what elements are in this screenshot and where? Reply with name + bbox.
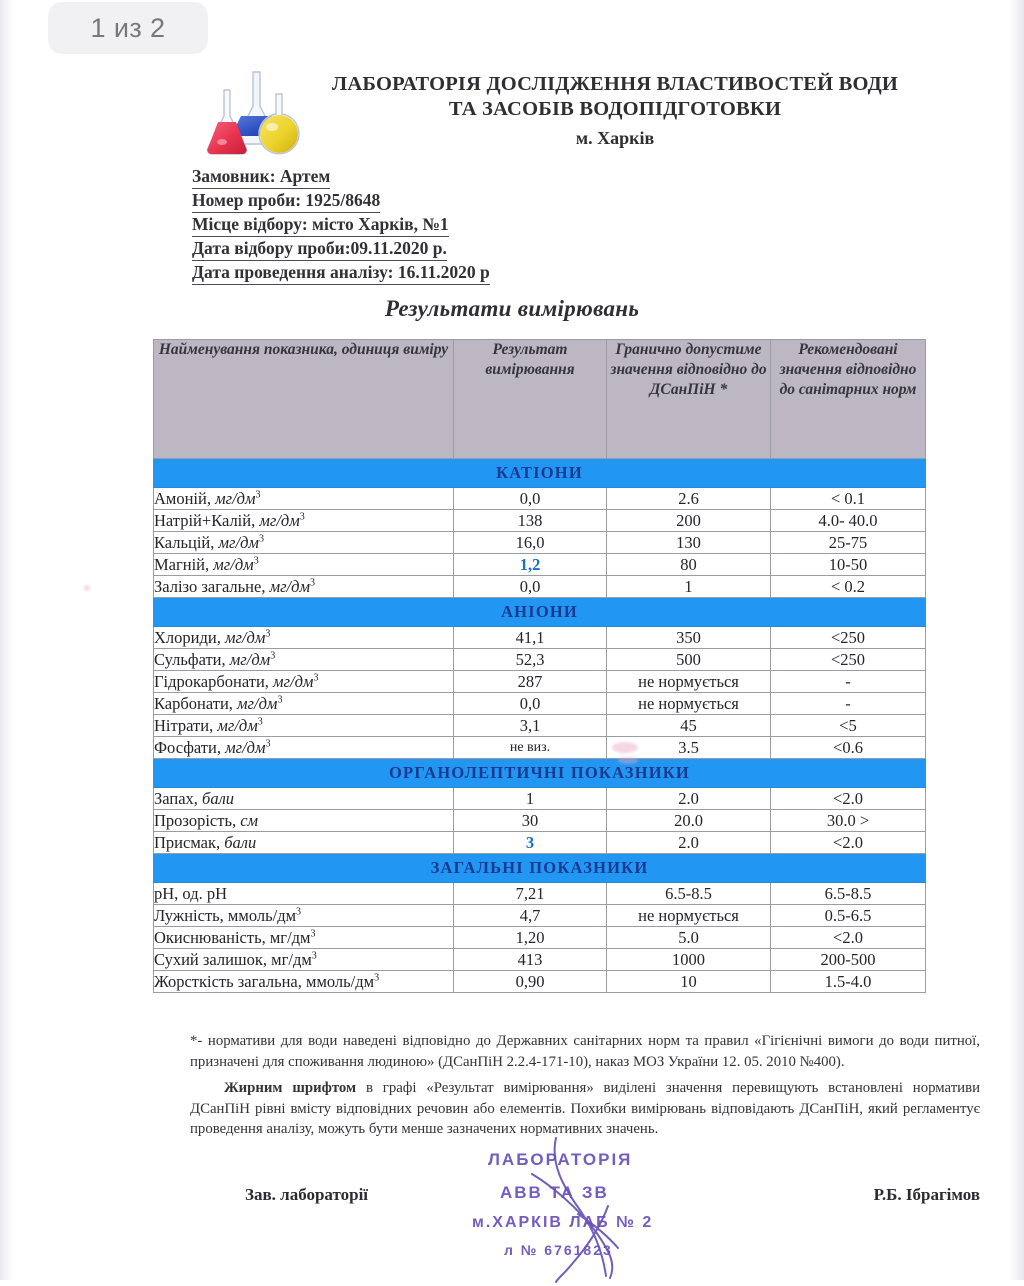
cell-measured-value: 16,0 xyxy=(454,532,607,554)
unit-exponent: 3 xyxy=(265,738,271,749)
stamp-line-2: АВВ ТА ЗВ xyxy=(500,1183,609,1202)
indicator-label: Жорсткість загальна, ммоль/дм xyxy=(154,971,375,991)
section-title: АНІОНИ xyxy=(154,598,926,627)
cell-indicator-name xyxy=(154,737,454,759)
indicator-unit: мг/дм xyxy=(237,693,278,713)
col-header-limit: Гранично допустиме значення відповідно до ДСанПіН * xyxy=(607,340,771,459)
indicator-label: Гідрокарбонати, xyxy=(154,671,269,691)
indicator-unit: мг/дм xyxy=(215,488,256,508)
indicator-label: Натрій+Калій, xyxy=(154,510,256,530)
cell-recommended-value: 10-50 xyxy=(771,554,926,576)
cell-indicator-name xyxy=(154,671,454,693)
results-table xyxy=(153,339,926,993)
indicator-label: Запах, xyxy=(154,788,198,808)
results-table-head xyxy=(154,340,926,459)
stamp-line-1: ЛАБОРАТОРІЯ xyxy=(488,1150,633,1169)
indicator-unit: мг/дм xyxy=(229,649,271,669)
lab-flasks-icon xyxy=(206,64,310,160)
indicator-label: Залізо загальне, xyxy=(154,576,266,596)
indicator-label: Сухий залишок, мг/дм xyxy=(154,949,312,969)
cell-recommended-value: <2.0 xyxy=(771,927,926,949)
cell-limit-value: 45 xyxy=(607,715,771,737)
signature-name: Р.Б. Ібрагімов xyxy=(873,1185,980,1204)
table-row xyxy=(154,715,926,737)
cell-measured-value: 1 xyxy=(454,788,607,810)
cell-measured-value: 30 xyxy=(454,810,607,832)
sample-meta-block xyxy=(192,166,490,286)
indicator-label: Сульфати, xyxy=(154,649,226,669)
cell-limit-value: 6.5-8.5 xyxy=(607,883,771,905)
scan-edge-right xyxy=(1008,0,1024,1280)
cell-recommended-value: 6.5-8.5 xyxy=(771,883,926,905)
cell-limit-value: не нормується xyxy=(607,905,771,927)
indicator-label: Фосфати, xyxy=(154,737,221,757)
cell-indicator-name xyxy=(154,649,454,671)
meta-sample-no: Номер проби: 1925/8648 xyxy=(192,190,380,213)
footnote-bold-label: Жирним шрифтом xyxy=(224,1080,357,1096)
cell-recommended-value: <250 xyxy=(771,649,926,671)
cell-recommended-value: 4.0- 40.0 xyxy=(771,510,926,532)
section-header-row xyxy=(154,598,926,627)
cell-recommended-value: <250 xyxy=(771,627,926,649)
unit-exponent: 3 xyxy=(313,672,319,683)
page-counter-badge: 1 из 2 xyxy=(48,2,208,54)
cell-recommended-value: <0.6 xyxy=(771,737,926,759)
cell-limit-value: 500 xyxy=(607,649,771,671)
cell-indicator-name xyxy=(154,832,454,854)
table-row xyxy=(154,883,926,905)
unit-exponent: 3 xyxy=(310,928,316,939)
unit-exponent: 3 xyxy=(311,950,317,961)
meta-location: Місце відбору: місто Харків, №1 xyxy=(192,214,449,237)
cell-indicator-name xyxy=(154,905,454,927)
indicator-unit: бали xyxy=(224,832,257,852)
document-header xyxy=(0,58,1024,168)
cell-recommended-value: <2.0 xyxy=(771,788,926,810)
indicator-unit: мг/дм xyxy=(259,510,300,530)
unit-exponent: 3 xyxy=(257,716,263,727)
signature-role: Зав. лабораторії xyxy=(245,1185,369,1204)
meta-analysis-date: Дата проведення аналізу: 16.11.2020 р xyxy=(192,262,490,285)
footnote-standards: *- нормативи для води наведені відповідно до Державних санітарних норм та правил «Гігієнічні вимоги до води питної, призначені для споживання людиною» (ДСанПіН 2.2.4-171-10), наказ МОЗ України 12. 05. 2010 №400). xyxy=(190,1033,980,1070)
col-header-result: Результат вимірювання xyxy=(454,340,607,459)
cell-limit-value: 2.0 xyxy=(607,788,771,810)
cell-limit-value: 2.6 xyxy=(607,488,771,510)
cell-measured-value: 287 xyxy=(454,671,607,693)
cell-measured-value: 7,21 xyxy=(454,883,607,905)
indicator-unit: бали xyxy=(202,788,235,808)
cell-recommended-value: 25-75 xyxy=(771,532,926,554)
table-row xyxy=(154,832,926,854)
cell-limit-value: 2.0 xyxy=(607,832,771,854)
table-row xyxy=(154,971,926,993)
cell-indicator-name xyxy=(154,510,454,532)
table-row xyxy=(154,532,926,554)
footnote-bold-rest: в графі «Результат вимірювання» виділені значення перевищують встановлені нормативи ДСанПіН рівні вмісту відповідних речовин або елементів. Похибки вимірювань відповідають ДСанПіН, який регламентує проведення аналізу, можуть бути менше зазначених нормативних значень. xyxy=(190,1080,981,1137)
section-header-row xyxy=(154,759,926,788)
table-row xyxy=(154,510,926,532)
table-row xyxy=(154,810,926,832)
indicator-label: Прозорість, xyxy=(154,810,237,830)
cell-measured-value: 0,0 xyxy=(454,488,607,510)
indicator-unit: мг/дм xyxy=(273,671,314,691)
cell-measured-value: 1,20 xyxy=(454,927,607,949)
cell-indicator-name xyxy=(154,949,454,971)
unit-exponent: 3 xyxy=(296,906,302,917)
scan-edge-left xyxy=(0,0,14,1280)
table-row xyxy=(154,576,926,598)
lab-title xyxy=(320,72,910,151)
cell-limit-value: 5.0 xyxy=(607,927,771,949)
cell-recommended-value: 30.0 > xyxy=(771,810,926,832)
meta-customer: Замовник: Артем xyxy=(192,166,330,189)
indicator-label: pH, од. pH xyxy=(154,883,228,903)
table-row xyxy=(154,554,926,576)
cell-limit-value: 350 xyxy=(607,627,771,649)
unit-exponent: 3 xyxy=(255,489,261,500)
cell-indicator-name xyxy=(154,554,454,576)
indicator-unit: мг/дм xyxy=(224,627,266,647)
indicator-label: Окиснюваність, мг/дм xyxy=(154,927,311,947)
scan-smudge-3 xyxy=(84,585,90,591)
cell-limit-value: 130 xyxy=(607,532,771,554)
unit-exponent: 3 xyxy=(310,577,316,588)
cell-recommended-value: - xyxy=(771,671,926,693)
cell-limit-value: не нормується xyxy=(607,693,771,715)
indicator-unit: см xyxy=(240,810,259,830)
indicator-unit: мг/дм xyxy=(217,715,258,735)
cell-recommended-value: <5 xyxy=(771,715,926,737)
lab-title-line-2: ТА ЗАСОБІВ ВОДОПІДГОТОВКИ xyxy=(448,98,782,120)
cell-recommended-value: 200-500 xyxy=(771,949,926,971)
indicator-label: Нітрати, xyxy=(154,715,214,735)
signature-row xyxy=(190,1185,980,1225)
unit-exponent: 3 xyxy=(258,533,264,544)
table-row xyxy=(154,737,926,759)
cell-indicator-name xyxy=(154,927,454,949)
cell-limit-value: 200 xyxy=(607,510,771,532)
meta-sample-date: Дата відбору проби:09.11.2020 р. xyxy=(192,238,447,261)
lab-title-line-1: ЛАБОРАТОРІЯ ДОСЛІДЖЕННЯ ВЛАСТИВОСТЕЙ ВОДИ xyxy=(331,73,899,95)
indicator-unit: мг/дм xyxy=(218,532,259,552)
cell-measured-value: 52,3 xyxy=(454,649,607,671)
table-row xyxy=(154,927,926,949)
cell-limit-value: 80 xyxy=(607,554,771,576)
table-row xyxy=(154,949,926,971)
cell-limit-value: 20.0 xyxy=(607,810,771,832)
cell-measured-value: 138 xyxy=(454,510,607,532)
cell-measured-value: 1,2 xyxy=(454,554,607,576)
cell-limit-value: 10 xyxy=(607,971,771,993)
unit-exponent: 3 xyxy=(270,650,276,661)
results-heading: Результати вимірювань xyxy=(384,296,640,321)
table-row xyxy=(154,788,926,810)
cell-measured-value: 3 xyxy=(454,832,607,854)
cell-recommended-value: - xyxy=(771,693,926,715)
cell-recommended-value: < 0.2 xyxy=(771,576,926,598)
footnotes xyxy=(190,1031,980,1146)
cell-limit-value: 1 xyxy=(607,576,771,598)
cell-indicator-name xyxy=(154,715,454,737)
section-title: ОРГАНОЛЕПТИЧНІ ПОКАЗНИКИ xyxy=(154,759,926,788)
table-header-row xyxy=(154,340,926,459)
indicator-label: Карбонати, xyxy=(154,693,233,713)
section-header-row xyxy=(154,854,926,883)
unit-exponent: 3 xyxy=(374,972,380,983)
cell-recommended-value: < 0.1 xyxy=(771,488,926,510)
cell-indicator-name xyxy=(154,788,454,810)
cell-measured-value: 41,1 xyxy=(454,627,607,649)
results-table-wrapper xyxy=(153,339,925,993)
indicator-label: Хлориди, xyxy=(154,627,221,647)
indicator-unit: мг/дм xyxy=(213,554,254,574)
indicator-label: Амоній, xyxy=(154,488,211,508)
table-row xyxy=(154,627,926,649)
cell-recommended-value: <2.0 xyxy=(771,832,926,854)
cell-measured-value: 4,7 xyxy=(454,905,607,927)
cell-measured-value: 3,1 xyxy=(454,715,607,737)
stamp-line-3: м.ХАРКІВ ЛАБ № 2 xyxy=(472,1214,654,1231)
cell-indicator-name xyxy=(154,488,454,510)
cell-limit-value: 3.5 xyxy=(607,737,771,759)
cell-indicator-name xyxy=(154,971,454,993)
indicator-unit: мг/дм xyxy=(269,576,311,596)
cell-recommended-value: 0.5-6.5 xyxy=(771,905,926,927)
indicator-unit: мг/дм xyxy=(225,737,266,757)
cell-measured-value: 0,90 xyxy=(454,971,607,993)
table-row xyxy=(154,488,926,510)
table-row xyxy=(154,649,926,671)
cell-measured-value: 413 xyxy=(454,949,607,971)
cell-measured-value: 0,0 xyxy=(454,576,607,598)
unit-exponent: 3 xyxy=(265,628,271,639)
section-title: КАТІОНИ xyxy=(154,459,926,488)
cell-limit-value: 1000 xyxy=(607,949,771,971)
cell-recommended-value: 1.5-4.0 xyxy=(771,971,926,993)
unit-exponent: 3 xyxy=(253,555,259,566)
stamp-line-4: л № 6761823 xyxy=(504,1242,613,1258)
table-row xyxy=(154,671,926,693)
indicator-label: Магній, xyxy=(154,554,210,574)
cell-indicator-name xyxy=(154,532,454,554)
table-row xyxy=(154,905,926,927)
cell-indicator-name xyxy=(154,576,454,598)
unit-exponent: 3 xyxy=(277,694,283,705)
indicator-label: Кальцій, xyxy=(154,532,215,552)
section-header-row xyxy=(154,459,926,488)
results-table-body xyxy=(154,459,926,993)
cell-indicator-name xyxy=(154,693,454,715)
cell-indicator-name xyxy=(154,627,454,649)
footnote-bold-explanation xyxy=(190,1078,980,1140)
lab-city: м. Харків xyxy=(575,128,655,148)
section-title: ЗАГАЛЬНІ ПОКАЗНИКИ xyxy=(154,854,926,883)
col-header-recommended: Рекомендовані значення відповідно до санітарних норм xyxy=(771,340,926,459)
cell-measured-value: 0,0 xyxy=(454,693,607,715)
col-header-indicator: Найменування показника, одиниця виміру xyxy=(154,340,454,459)
cell-indicator-name xyxy=(154,810,454,832)
unit-exponent: 3 xyxy=(299,511,305,522)
cell-limit-value: не нормується xyxy=(607,671,771,693)
cell-indicator-name xyxy=(154,883,454,905)
table-row xyxy=(154,693,926,715)
cell-measured-value: не виз. xyxy=(454,737,607,759)
indicator-label: Присмак, xyxy=(154,832,221,852)
indicator-label: Лужність, ммоль/дм xyxy=(154,905,297,925)
